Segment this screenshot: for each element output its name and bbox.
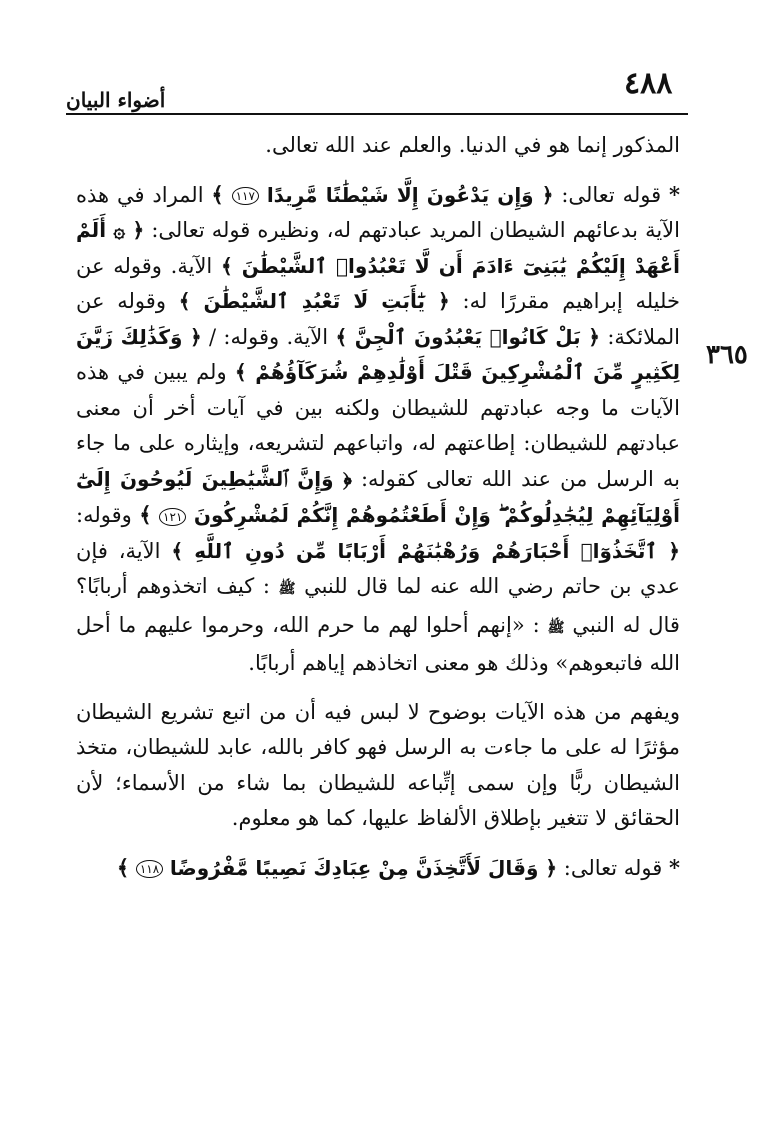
explanation-text: الآية. وقوله: / (209, 324, 329, 349)
paragraph-3: ويفهم من هذه الآيات بوضوح لا لبس فيه أن من اتبع تشريع الشيطان مؤثرًا له على ما جاءت به الرسل فهو كافر بالله، عابد للشيطان، متخذ الشيطان ربًّا وإن سمى إتِّباعه للشيطان بما شاء من الأسماء؛ لأن الحقائق لا تتغير بإطلاق الألفاظ عليها، كما هو معلوم. (76, 699, 680, 830)
explanation-text: الآية، فإن عدي بن حاتم رضي الله عنه لما قال للنبي (76, 538, 680, 598)
body-text (76, 128, 680, 886)
verse-close-bracket: ﴾ (211, 181, 224, 207)
intro-text: قوله تعالى: (563, 855, 663, 880)
quran-verse: ﴿ وَكَذَٰلِكَ زَيَّنَ لِكَثِيرٍ مِّنَ ٱلْمُشْرِكِينَ قَتْلَ أَوْلَٰدِهِمْ شُرَكَآؤُهُمْ ﴾ (76, 324, 680, 384)
explanation-text: ولم يبين في هذه الآيات ما وجه عبادتهم للشيطان ولكنه بين في آيات أخر أن معنى عبادتهم للشيطان: إطاعتهم له، واتباعهم لتشريعه، وإيثاره على ما جاء به الرسل من عند الله تعالى كقوله: (76, 360, 680, 491)
paragraph-2 (76, 177, 680, 682)
book-title: أضواء البيان (66, 88, 166, 112)
ayah-number-badge: ١٢١ (159, 508, 186, 526)
explanation-text: وقوله عن الملائكة: (76, 289, 680, 349)
explanation-text: وقوله: (76, 503, 132, 527)
verse-close-bracket: ﴾ (116, 854, 130, 880)
quran-verse: ﴿ بَلْ كَانُوا۟ يَعْبُدُونَ ٱلْجِنَّ ﴾ (335, 324, 600, 349)
salutation-symbol: ﷺ (547, 619, 565, 636)
quran-verse: ﴿ وَقَالَ لَأَتَّخِذَنَّ مِنْ عِبَادِكَ نَصِيبًا مَّفْرُوضًا (169, 855, 558, 880)
asterisk-marker: * (669, 854, 680, 880)
quran-verse: ﴿ ٱتَّخَذُوٓا۟ أَحْبَارَهُمْ وَرُهْبَٰنَهُمْ أَرْبَابًا مِّن دُونِ ٱللَّهِ ﴾ (171, 538, 680, 563)
ayah-number-badge: ١١٧ (232, 187, 259, 205)
paragraph-4 (76, 850, 680, 887)
paragraph-1: المذكور إنما هو في الدنيا. والعلم عند الله تعالى. (265, 133, 680, 157)
quran-verse: ﴿ ۞ أَلَمْ أَعْهَدْ إِلَيْكُمْ يَٰبَنِىٓ ءَادَمَ أَن لَّا تَعْبُدُوا۟ ٱلشَّيْطَٰنَ ﴾ (76, 218, 680, 278)
header-divider (66, 113, 688, 115)
explanation-text: : كيف اتخذوهم أربابًا؟ قال له النبي (76, 574, 680, 637)
verse-close-bracket: ﴾ (139, 502, 152, 527)
ayah-number-badge: ١١٨ (136, 860, 163, 878)
margin-page-reference: ٣٦٥ (706, 340, 748, 370)
intro-text: قوله تعالى: (561, 182, 662, 207)
quran-verse: ﴿ يَٰٓأَبَتِ لَا تَعْبُدِ ٱلشَّيْطَٰنَ ﴾ (178, 289, 450, 313)
explanation-text: الآية. وقوله عن خليله إبراهيم مقررًا له: (76, 253, 680, 313)
explanation-text: المراد في هذه الآية بدعائهم الشيطان المريد عبادتهم له، ونظيره قوله تعالى: (76, 182, 680, 242)
asterisk-marker: * (669, 181, 680, 207)
salutation-symbol: ﷺ (278, 581, 296, 597)
quran-verse: ﴿ وَإِن يَدْعُونَ إِلَّا شَيْطَٰنًا مَّرِيدًا (266, 182, 554, 207)
page-number: ٤٨٨ (624, 66, 673, 101)
quran-verse: ﴿ وَإِنَّ ٱلشَّيَٰطِينَ لَيُوحُونَ إِلَىٰٓ أَوْلِيَآئِهِمْ لِيُجَٰدِلُوكُمْ ۖ وَإِنْ أَطَعْتُمُوهُمْ إِنَّكُمْ لَمُشْرِكُونَ (76, 466, 680, 527)
explanation-text: : «إنهم أحلوا لهم ما حرم الله، وحرموا عليهم ما أحل الله فاتبعوهم» وذلك هو معنى اتخاذهم إياهم أربابًا. (76, 612, 680, 675)
